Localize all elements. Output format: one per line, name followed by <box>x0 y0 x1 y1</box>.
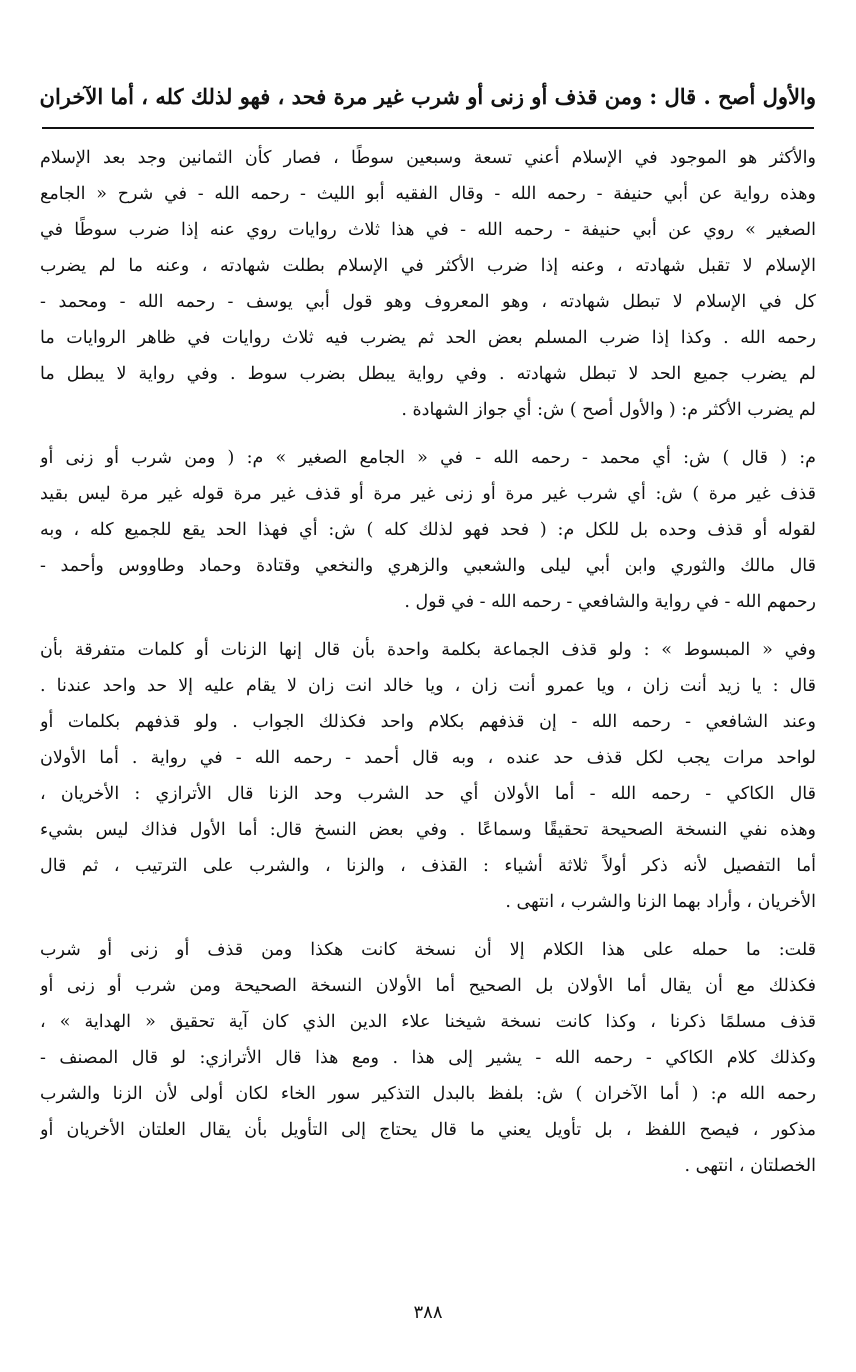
text-line: وكذلك كلام الكاكي - رحمه الله - يشير إلى هذا . ومع هذا قال الأترازي: لو قال المصنف - <box>40 1048 816 1068</box>
text-line: أما التفصيل لأنه ذكر أولاً ثلاثة أشياء : القذف ، والزنا ، والشرب على الترتيب ، ثم قال <box>40 856 816 876</box>
text-line: والأكثر هو الموجود في الإسلام أعني تسعة وسبعين سوطًا ، فصار كأن الثمانين وجد بعد الإسلام <box>40 148 816 168</box>
matn-divider <box>42 127 814 129</box>
text-line: وهذه نفي النسخة الصحيحة تحقيقًا وسماعًا . وفي بعض النسخ قال: أما الأول فذاك ليس بشيء <box>40 820 816 840</box>
text-line: م: ( قال ) ش: أي محمد - رحمه الله - في « الجامع الصغير » م: ( ومن شرب أو زنى أو <box>40 448 816 468</box>
text-line: لواحد مرات يجب لكل قذف حد عنده ، وبه قال أحمد - رحمه الله - في رواية . أما الأولان <box>40 748 816 768</box>
text-line: قلت: ما حمله على هذا الكلام إلا أن نسخة كانت هكذا ومن قذف أو زنى أو شرب <box>40 940 816 960</box>
paragraph <box>40 932 816 1184</box>
text-line: لقوله أو قذف وحده بل للكل م: ( فحد فهو لذلك كله ) ش: أي فهذا الحد يقع للجميع كله ، وبه <box>40 520 816 540</box>
text-line: لم يضرب جميع الحد لا تبطل شهادته . وفي رواية يبطل بضرب سوط . وفي رواية لا يبطل ما <box>40 364 816 384</box>
text-line: قال الكاكي - رحمه الله - أما الأولان أي حد الشرب وحد الزنا قال الأترازي : الأخريان ، <box>40 784 816 804</box>
paragraph <box>40 140 816 428</box>
text-line: الخصلتان ، انتهى . <box>684 1156 816 1176</box>
text-line: فكذلك مع أن يقال أما الأولان بل الصحيح أما الأولان النسخة الصحيحة ومن شرب أو زنى أو <box>40 976 816 996</box>
text-line: رحمه الله م: ( أما الآخران ) ش: بلفظ بالبدل التذكير سور الخاء لكان أولى لأن الزنا والشرب <box>40 1084 816 1104</box>
text-line: الأخريان ، وأراد بهما الزنا والشرب ، انتهى . <box>505 892 816 912</box>
text-line: قال : يا زيد أنت زان ، ويا عمرو أنت زان ، ويا خالد انت زان لا يقام عليه إلا حد واحد عندنا . <box>40 676 816 696</box>
paragraph <box>40 440 816 620</box>
text-line: قذف غير مرة ) ش: أي شرب غير مرة أو زنى غير مرة أو قذف غير مرة قوله غير مرة ليس بقيد <box>40 484 816 504</box>
text-line: لم يضرب الأكثر م: ( والأول أصح ) ش: أي جواز الشهادة . <box>401 400 816 420</box>
text-line: وعند الشافعي - رحمه الله - إن قذفهم بكلام واحد فكذلك الجواب . ولو قذفهم بكلمات أو <box>40 712 816 732</box>
text-line: رحمه الله . وكذا إذا ضرب المسلم بعض الحد ثم يضرب فيه ثلاث روايات في ظاهر الروايات ما <box>40 328 816 348</box>
text-line: وهذه رواية عن أبي حنيفة - رحمه الله - وقال الفقيه أبو الليث - رحمه الله - في شرح « الجامع <box>40 184 816 204</box>
text-line: قذف مسلمًا ذكرنا ، وكذا كانت نسخة شيخنا علاء الدين الذي كان آية تحقيق « الهداية » ، <box>40 1012 816 1032</box>
commentary-body <box>40 140 816 1184</box>
text-line: وفي « المبسوط » : ولو قذف الجماعة بكلمة واحدة بأن قال إنها الزنات أو كلمات متفرقة بأن <box>40 640 816 660</box>
text-line: رحمهم الله - في رواية والشافعي - رحمه الله - في قول . <box>404 592 816 612</box>
text-line: قال مالك والثوري وابن أبي ليلى والشعبي والزهري والنخعي وقتادة وحماد وطاووس وأحمد - <box>40 556 816 576</box>
paragraph-gap <box>40 920 816 932</box>
matn-heading: والأول أصح . قال : ومن قذف أو زنى أو شرب غير مرة فحد ، فهو لذلك كله ، أما الآخران <box>39 84 816 109</box>
paragraph-gap <box>40 428 816 440</box>
paragraph <box>40 632 816 920</box>
text-line: الصغير » روي عن أبي حنيفة - رحمه الله - في هذا ثلاث روايات روي عنه إذا ضرب سوطًا في <box>40 220 816 240</box>
text-line: كل في الإسلام لا تبطل شهادته ، وهو المعروف وهو قول أبي يوسف - رحمه الله - ومحمد - <box>40 292 816 312</box>
page-number: ٣٨٨ <box>413 1302 443 1323</box>
text-line: مذكور ، فيصح اللفظ ، بل تأويل يعني ما قال يحتاج إلى التأويل بأن يقال العلتان الأخريان أو <box>40 1120 816 1140</box>
paragraph-gap <box>40 620 816 632</box>
text-line: الإسلام لا تقبل شهادته ، وعنه إذا ضرب الأكثر في الإسلام بطلت شهادته ، وعنه ما لم يضرب <box>40 256 816 276</box>
